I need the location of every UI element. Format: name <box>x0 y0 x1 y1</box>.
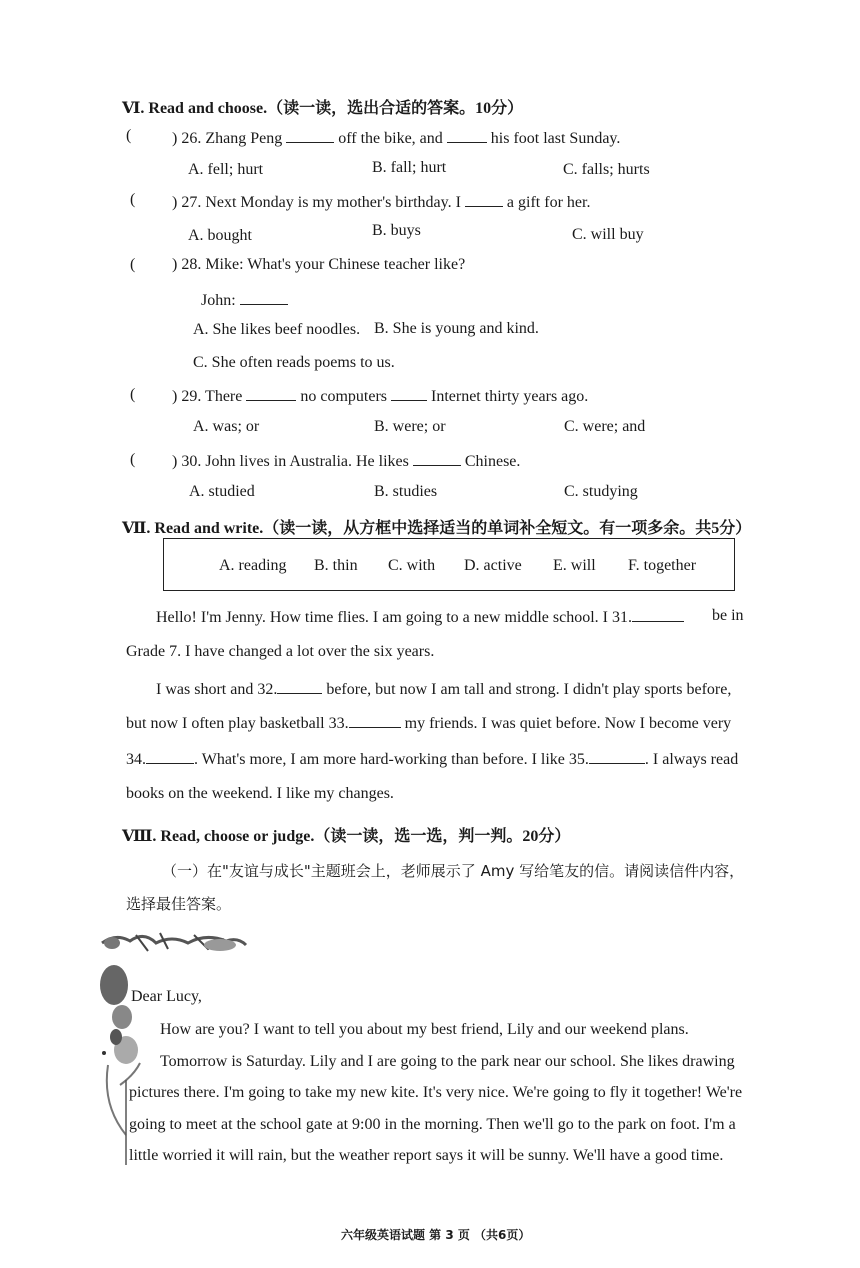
q26-option-a[interactable]: A. fell; hurt <box>188 161 264 178</box>
passage-text: before, but now I am tall and strong. I didn't play sports before, <box>326 681 732 698</box>
q29-option-b[interactable]: B. were; or <box>374 418 446 435</box>
passage-line-3 <box>156 679 731 699</box>
blank-32[interactable] <box>277 679 322 694</box>
blank-31[interactable] <box>632 607 684 622</box>
word-option-b: B. thin <box>314 557 358 574</box>
section-6-title: Ⅵ. Read and choose.（读一读，选出合适的答案。10分） <box>122 100 524 117</box>
letter-line-2: Tomorrow is Saturday. Lily and I are going to the park near our school. She likes drawing <box>160 1053 735 1070</box>
question-30 <box>172 451 520 471</box>
word-bank-box <box>163 538 735 591</box>
question-29 <box>172 386 588 406</box>
answer-bracket-26[interactable]: ( <box>126 127 132 144</box>
answer-bracket-29[interactable]: ( <box>130 386 136 403</box>
q30-option-c[interactable]: C. studying <box>564 483 638 500</box>
answer-bracket-28[interactable]: ( <box>130 256 136 273</box>
q29-blank-1[interactable] <box>246 386 296 401</box>
q27-option-a[interactable]: A. bought <box>188 227 252 244</box>
q26-stem-b: off the bike, and <box>338 130 443 147</box>
word-option-f: F. together <box>628 557 697 574</box>
q29-option-a[interactable]: A. was; or <box>193 418 260 435</box>
passage-text: but now I often play basketball 33. <box>126 715 349 732</box>
q29-option-c[interactable]: C. were; and <box>564 418 646 435</box>
letter-line-5: little worried it will rain, but the weather report says it will be sunny. We'll have a good time. <box>129 1147 724 1164</box>
passage-line-1-end: be in <box>712 607 744 624</box>
question-27 <box>172 192 590 212</box>
q28-reply <box>201 290 288 310</box>
q27-stem-a: ) 27. Next Monday is my mother's birthday. I <box>172 194 461 211</box>
question-26 <box>172 128 620 148</box>
q30-stem-a: ) 30. John lives in Australia. He likes <box>172 453 409 470</box>
q27-stem-b: a gift for her. <box>506 194 591 211</box>
blank-34[interactable] <box>146 749 194 764</box>
q28-reply-label: John: <box>201 292 236 309</box>
q28-option-b[interactable]: B. She is young and kind. <box>374 320 539 337</box>
passage-line-2: Grade 7. I have changed a lot over the six years. <box>126 643 435 660</box>
word-option-c: C. with <box>388 557 436 574</box>
q28-blank-1[interactable] <box>240 290 288 305</box>
word-option-e: E. will <box>553 557 596 574</box>
q28-option-c[interactable]: C. She often reads poems to us. <box>193 354 395 371</box>
q29-stem-b: no computers <box>300 388 387 405</box>
letter-line-3: pictures there. I'm going to take my new kite. It's very nice. We're going to fly it together! We're <box>129 1084 743 1101</box>
blank-33[interactable] <box>349 713 401 728</box>
q26-option-c[interactable]: C. falls; hurts <box>563 161 650 178</box>
blank-35[interactable] <box>589 749 645 764</box>
q29-blank-2[interactable] <box>391 386 427 401</box>
letter-line-1: How are you? I want to tell you about my best friend, Lily and our weekend plans. <box>160 1021 689 1038</box>
q26-option-b[interactable]: B. fall; hurt <box>372 159 447 176</box>
flower-decoration-icon <box>96 925 256 1175</box>
q28-option-a[interactable]: A. She likes beef noodles. <box>193 321 361 338</box>
word-option-d: D. active <box>464 557 522 574</box>
q29-stem-c: Internet thirty years ago. <box>431 388 589 405</box>
section-8-intro-2: 选择最佳答案。 <box>126 895 232 913</box>
q26-blank-2[interactable] <box>447 128 487 143</box>
passage-text: I was short and 32. <box>156 681 278 698</box>
q27-option-b[interactable]: B. buys <box>372 222 421 239</box>
passage-text: 34. <box>126 751 146 768</box>
letter-line-4: going to meet at the school gate at 9:00 in the morning. Then we'll go to the park on foot. I'm a <box>129 1116 736 1133</box>
page-footer: 六年级英语试题 第 3 页 （共6页） <box>341 1228 531 1242</box>
q26-stem-a: ) 26. Zhang Peng <box>172 130 283 147</box>
passage-line-6: books on the weekend. I like my changes. <box>126 785 394 802</box>
q27-option-c[interactable]: C. will buy <box>572 226 644 243</box>
letter-greeting: Dear Lucy, <box>131 988 202 1005</box>
q30-option-a[interactable]: A. studied <box>189 483 255 500</box>
passage-text: Hello! I'm Jenny. How time flies. I am going to a new middle school. I 31. <box>156 609 632 626</box>
answer-bracket-27[interactable]: ( <box>130 191 136 208</box>
answer-bracket-30[interactable]: ( <box>130 451 136 468</box>
q30-stem-b: Chinese. <box>464 453 521 470</box>
section-7-title: Ⅶ. Read and write.（读一读，从方框中选择适当的单词补全短文。有一项多余。共5分） <box>122 520 752 537</box>
question-28: ) 28. Mike: What's your Chinese teacher like? <box>172 256 466 273</box>
passage-line-5 <box>126 749 738 769</box>
section-8-title: Ⅷ. Read, choose or judge.（读一读，选一选，判一判。20分） <box>122 828 571 845</box>
q27-blank-1[interactable] <box>465 192 503 207</box>
passage-line-4 <box>126 713 731 733</box>
q30-option-b[interactable]: B. studies <box>374 483 438 500</box>
word-option-a: A. reading <box>219 557 287 574</box>
passage-text: . What's more, I am more hard-working than before. I like 35. <box>194 751 589 768</box>
passage-text: . I always read <box>644 751 739 768</box>
q29-stem-a: ) 29. There <box>172 388 243 405</box>
q26-blank-1[interactable] <box>286 128 334 143</box>
passage-text: my friends. I was quiet before. Now I become very <box>404 715 732 732</box>
passage-line-1 <box>156 607 684 627</box>
section-8-intro-1: （一）在"友谊与成长"主题班会上，老师展示了 Amy 写给笔友的信。请阅读信件内容， <box>162 862 745 880</box>
q26-stem-c: his foot last Sunday. <box>490 130 621 147</box>
q30-blank-1[interactable] <box>413 451 461 466</box>
